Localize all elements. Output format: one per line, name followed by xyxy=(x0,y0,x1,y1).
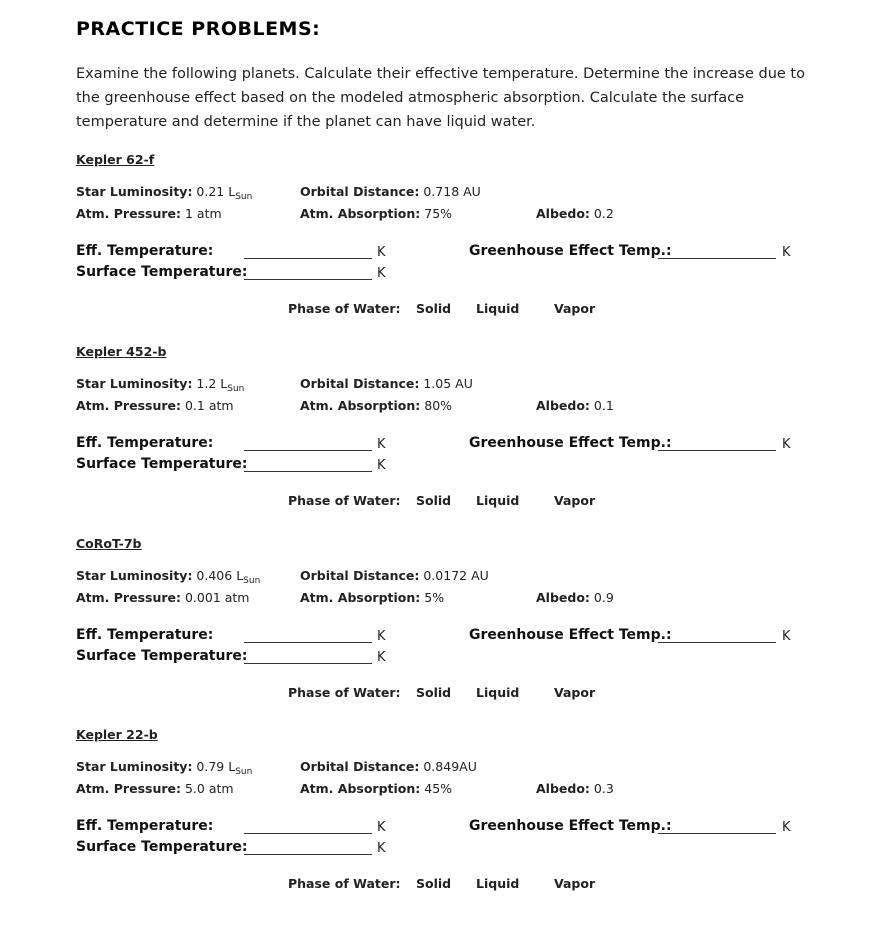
phase-liquid-option[interactable]: Liquid xyxy=(476,685,520,700)
orbital-distance-label: Orbital Distance: xyxy=(300,376,420,391)
phase-of-water-label: Phase of Water: xyxy=(288,301,401,316)
phase-vapor-option[interactable]: Vapor xyxy=(554,493,596,508)
greenhouse-temp-blank[interactable] xyxy=(658,436,776,451)
atm-pressure xyxy=(76,781,234,796)
phase-liquid-option[interactable]: Liquid xyxy=(476,493,520,508)
greenhouse-temp-unit: K xyxy=(782,629,791,644)
albedo-label: Albedo: xyxy=(536,398,590,413)
page-title: PRACTICE PROBLEMS: xyxy=(76,18,321,40)
planet-section xyxy=(0,727,894,919)
star-luminosity-label: Star Luminosity: xyxy=(76,568,193,583)
atm-absorption-label: Atm. Absorption: xyxy=(300,590,421,605)
greenhouse-temp-label: Greenhouse Effect Temp.: xyxy=(469,435,672,451)
orbital-distance-value: 1.05 AU xyxy=(423,376,473,391)
phase-vapor-option[interactable]: Vapor xyxy=(554,685,596,700)
orbital-distance-label: Orbital Distance: xyxy=(300,759,420,774)
atm-pressure-label: Atm. Pressure: xyxy=(76,206,181,221)
albedo-label: Albedo: xyxy=(536,206,590,221)
surface-temperature-unit: K xyxy=(377,650,386,665)
eff-temperature-unit: K xyxy=(377,245,386,260)
atm-absorption xyxy=(300,781,452,796)
phase-solid-option[interactable]: Solid xyxy=(416,301,452,316)
star-luminosity-label: Star Luminosity: xyxy=(76,184,193,199)
phase-vapor-option[interactable]: Vapor xyxy=(554,876,596,891)
planet-section xyxy=(0,152,894,344)
atm-pressure xyxy=(76,398,234,413)
surface-temperature-unit: K xyxy=(377,841,386,856)
phase-liquid-option[interactable]: Liquid xyxy=(476,876,520,891)
phase-vapor-option[interactable]: Vapor xyxy=(554,301,596,316)
planet-name: CoRoT-7b xyxy=(76,536,142,551)
planet-name: Kepler 22-b xyxy=(76,727,158,742)
greenhouse-temp-label: Greenhouse Effect Temp.: xyxy=(469,627,672,643)
albedo-value: 0.9 xyxy=(593,590,614,605)
albedo xyxy=(536,398,614,413)
star-luminosity-value: 0.79 xyxy=(196,759,225,774)
star-luminosity xyxy=(76,184,253,202)
star-luminosity-value: 0.21 xyxy=(196,184,225,199)
orbital-distance-value: 0.849AU xyxy=(423,759,477,774)
eff-temperature-label: Eff. Temperature: xyxy=(76,243,214,259)
eff-temperature-label: Eff. Temperature: xyxy=(76,435,214,451)
eff-temperature-unit: K xyxy=(377,820,386,835)
albedo-value: 0.3 xyxy=(593,781,614,796)
phase-of-water-label: Phase of Water: xyxy=(288,685,401,700)
orbital-distance xyxy=(300,376,473,391)
atm-absorption-label: Atm. Absorption: xyxy=(300,206,421,221)
instructions-paragraph: Examine the following planets. Calculate their effective temperature. Determine the increase due to the greenhouse effect based on the modeled atmospheric absorption. Calculate the surface temperature and determine if the planet can have liquid water. xyxy=(76,66,805,130)
eff-temperature-blank[interactable] xyxy=(244,819,372,834)
surface-temperature-blank[interactable] xyxy=(244,265,372,280)
greenhouse-temp-label: Greenhouse Effect Temp.: xyxy=(469,243,672,259)
planet-section xyxy=(0,344,894,536)
eff-temperature-unit: K xyxy=(377,629,386,644)
planet-name: Kepler 62-f xyxy=(76,152,155,167)
atm-absorption-label: Atm. Absorption: xyxy=(300,398,421,413)
greenhouse-temp-blank[interactable] xyxy=(658,244,776,259)
atm-pressure-value: 0.1 atm xyxy=(184,398,234,413)
phase-solid-option[interactable]: Solid xyxy=(416,685,452,700)
phase-of-water-label: Phase of Water: xyxy=(288,876,401,891)
surface-temperature-blank[interactable] xyxy=(244,649,372,664)
greenhouse-temp-unit: K xyxy=(782,437,791,452)
atm-pressure-value: 1 atm xyxy=(184,206,222,221)
surface-temperature-blank[interactable] xyxy=(244,457,372,472)
eff-temperature-label: Eff. Temperature: xyxy=(76,818,214,834)
eff-temperature-blank[interactable] xyxy=(244,628,372,643)
greenhouse-temp-unit: K xyxy=(782,820,791,835)
orbital-distance xyxy=(300,184,481,199)
albedo xyxy=(536,590,614,605)
orbital-distance-value: 0.0172 AU xyxy=(423,568,489,583)
phase-solid-option[interactable]: Solid xyxy=(416,876,452,891)
atm-absorption-value: 75% xyxy=(424,206,453,221)
atm-absorption-value: 45% xyxy=(424,781,453,796)
atm-pressure-value: 5.0 atm xyxy=(184,781,234,796)
planet-name: Kepler 452-b xyxy=(76,344,167,359)
atm-pressure-label: Atm. Pressure: xyxy=(76,781,181,796)
surface-temperature-blank[interactable] xyxy=(244,840,372,855)
atm-absorption xyxy=(300,590,444,605)
orbital-distance xyxy=(300,568,489,583)
phase-of-water-label: Phase of Water: xyxy=(288,493,401,508)
planet-section xyxy=(0,536,894,728)
star-luminosity-value: 0.406 xyxy=(196,568,233,583)
orbital-distance-value: 0.718 AU xyxy=(423,184,481,199)
atm-pressure-label: Atm. Pressure: xyxy=(76,398,181,413)
atm-pressure-label: Atm. Pressure: xyxy=(76,590,181,605)
star-luminosity-value: 1.2 xyxy=(196,376,217,391)
atm-pressure xyxy=(76,206,222,221)
eff-temperature-unit: K xyxy=(377,437,386,452)
eff-temperature-blank[interactable] xyxy=(244,436,372,451)
lsun-unit: $L_{Sun}$ xyxy=(228,759,253,777)
lsun-unit: $L_{Sun}$ xyxy=(236,568,261,586)
eff-temperature-blank[interactable] xyxy=(244,244,372,259)
lsun-unit: $L_{Sun}$ xyxy=(220,376,245,394)
star-luminosity xyxy=(76,568,261,586)
star-luminosity xyxy=(76,759,253,777)
eff-temperature-label: Eff. Temperature: xyxy=(76,627,214,643)
atm-absorption xyxy=(300,398,452,413)
albedo-value: 0.2 xyxy=(593,206,614,221)
orbital-distance xyxy=(300,759,477,774)
surface-temperature-unit: K xyxy=(377,458,386,473)
albedo-label: Albedo: xyxy=(536,781,590,796)
surface-temperature-label: Surface Temperature: xyxy=(76,456,248,472)
greenhouse-temp-unit: K xyxy=(782,245,791,260)
star-luminosity-label: Star Luminosity: xyxy=(76,376,193,391)
greenhouse-temp-blank[interactable] xyxy=(658,819,776,834)
surface-temperature-label: Surface Temperature: xyxy=(76,648,248,664)
atm-absorption-value: 80% xyxy=(424,398,453,413)
phase-liquid-option[interactable]: Liquid xyxy=(476,301,520,316)
orbital-distance-label: Orbital Distance: xyxy=(300,184,420,199)
albedo xyxy=(536,781,614,796)
surface-temperature-unit: K xyxy=(377,266,386,281)
star-luminosity xyxy=(76,376,245,394)
lsun-unit: $L_{Sun}$ xyxy=(228,184,253,202)
orbital-distance-label: Orbital Distance: xyxy=(300,568,420,583)
phase-solid-option[interactable]: Solid xyxy=(416,493,452,508)
atm-absorption-label: Atm. Absorption: xyxy=(300,781,421,796)
atm-absorption xyxy=(300,206,452,221)
atm-pressure xyxy=(76,590,249,605)
greenhouse-temp-label: Greenhouse Effect Temp.: xyxy=(469,818,672,834)
surface-temperature-label: Surface Temperature: xyxy=(76,264,248,280)
greenhouse-temp-blank[interactable] xyxy=(658,628,776,643)
albedo xyxy=(536,206,614,221)
atm-pressure-value: 0.001 atm xyxy=(184,590,250,605)
star-luminosity-label: Star Luminosity: xyxy=(76,759,193,774)
albedo-label: Albedo: xyxy=(536,590,590,605)
albedo-value: 0.1 xyxy=(593,398,614,413)
atm-absorption-value: 5% xyxy=(424,590,445,605)
surface-temperature-label: Surface Temperature: xyxy=(76,839,248,855)
